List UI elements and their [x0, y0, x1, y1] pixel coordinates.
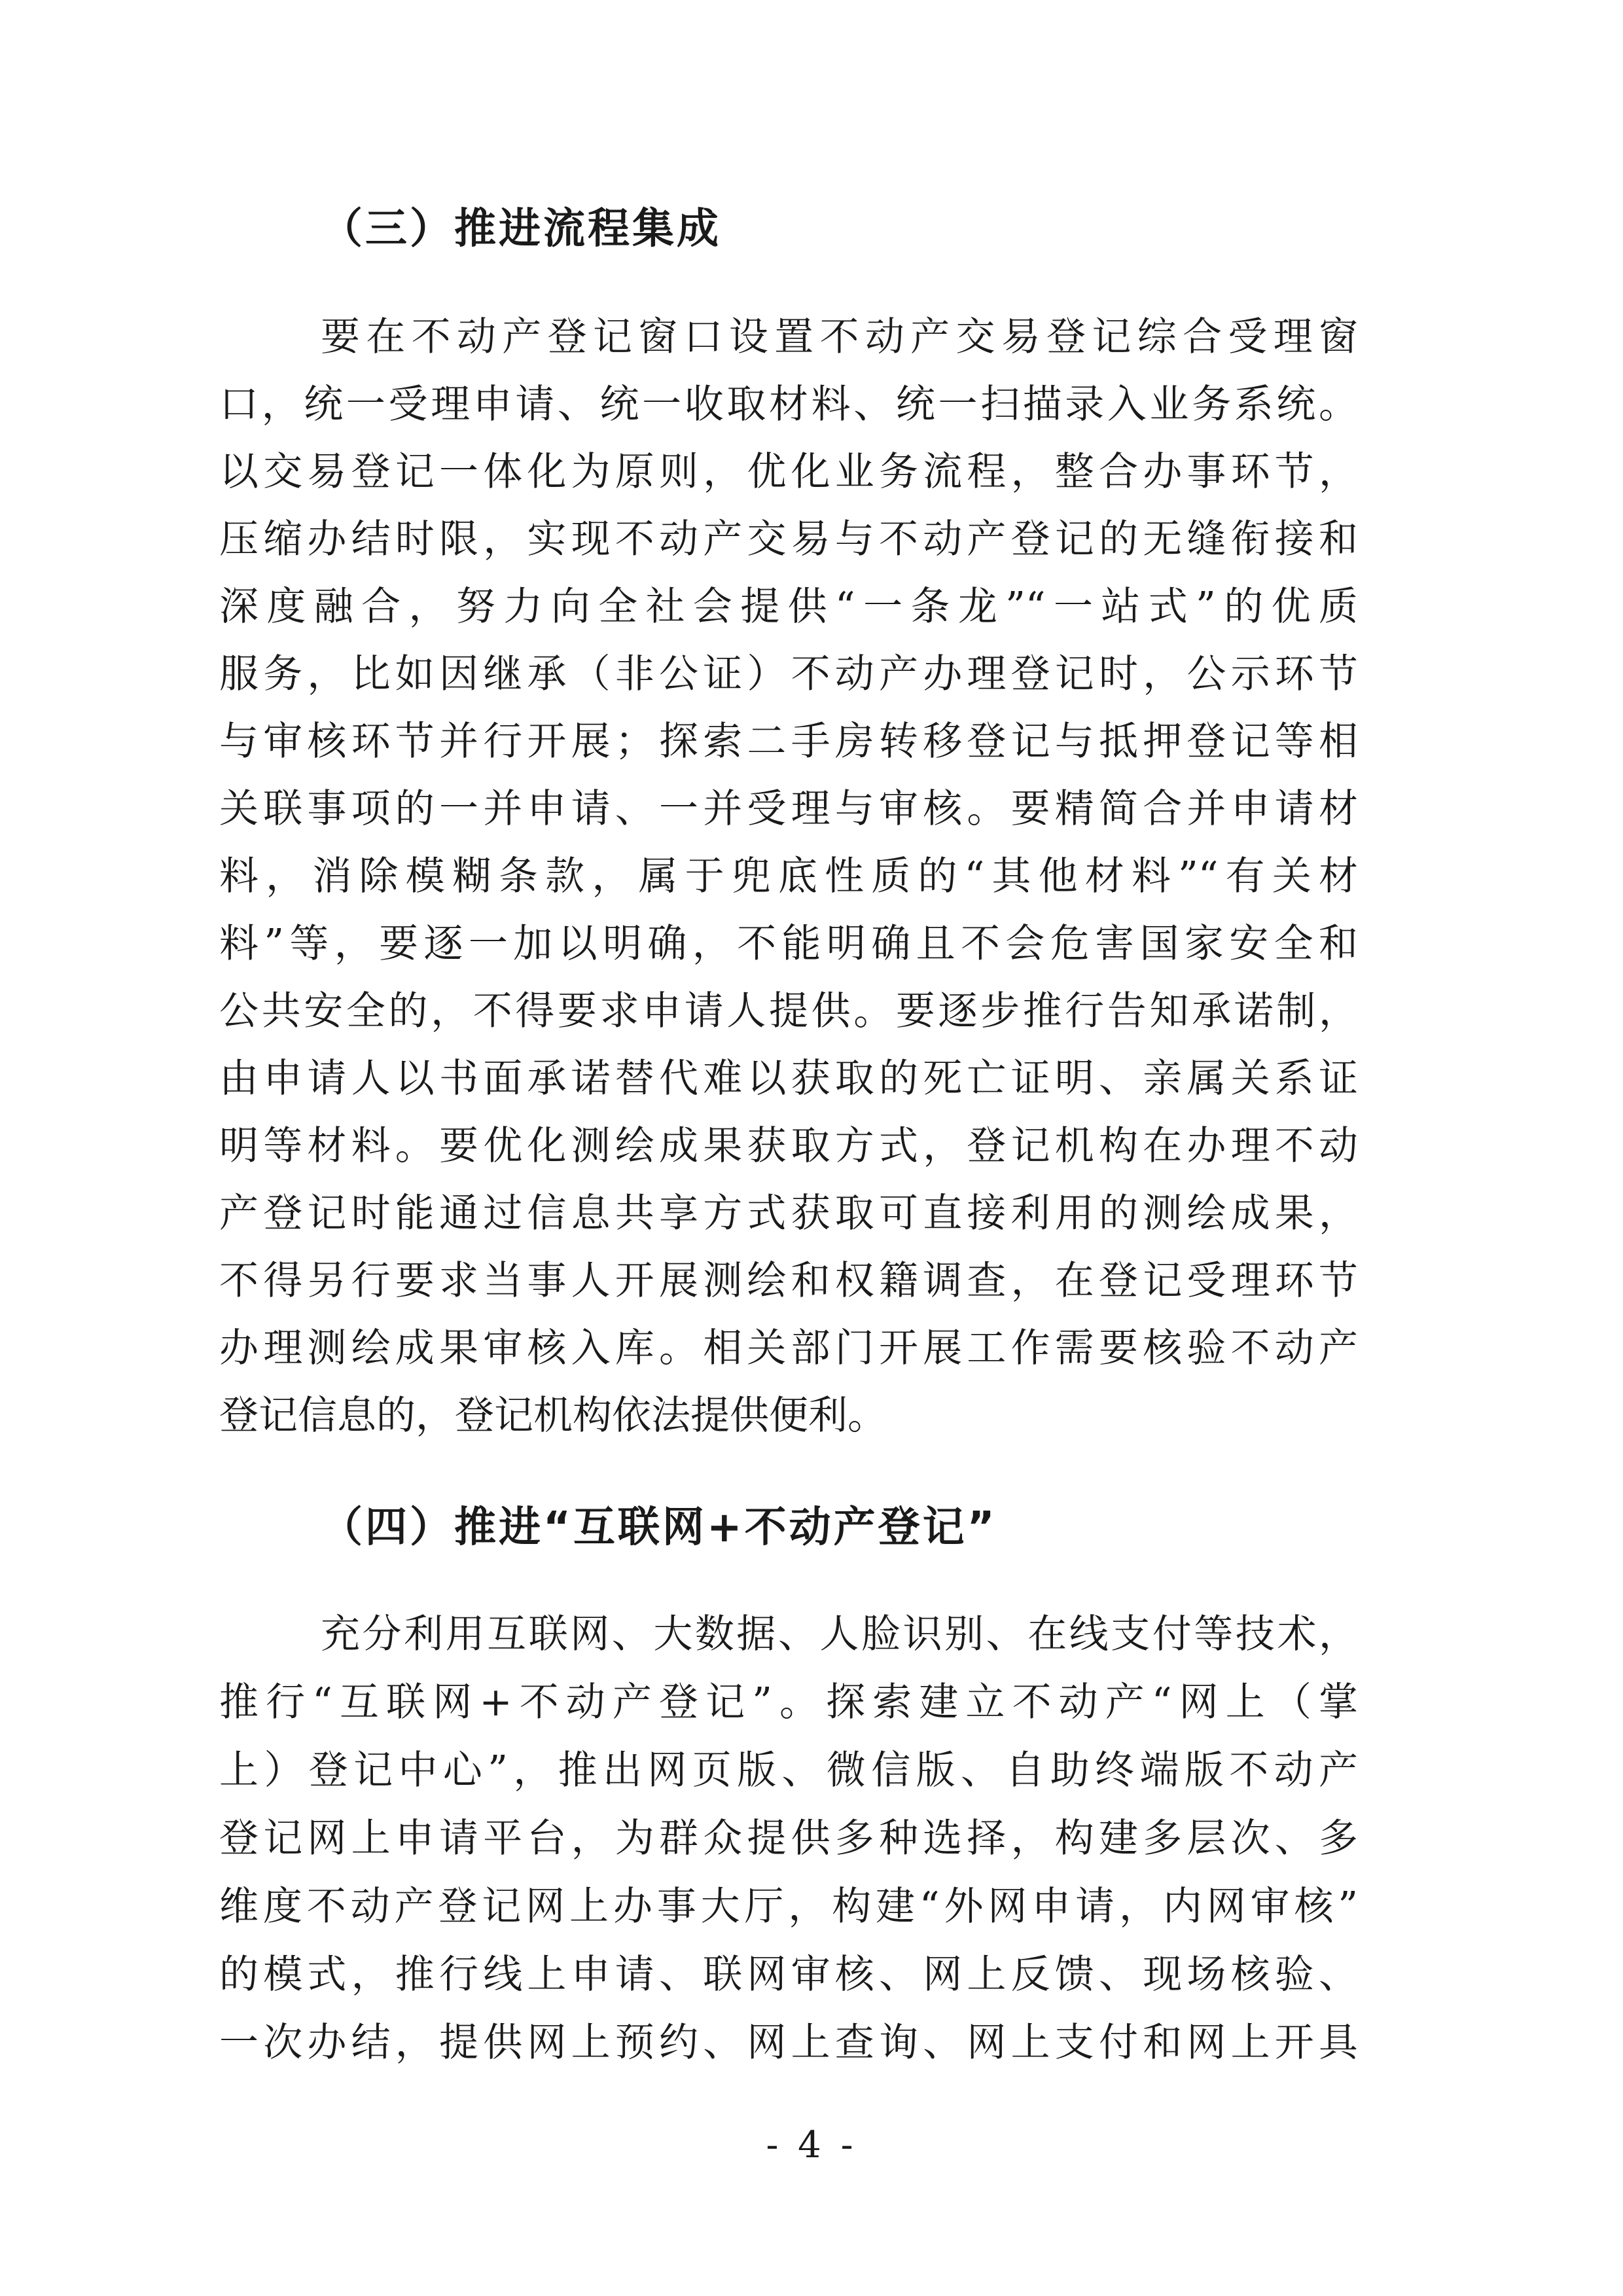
paragraph-line: 料”等，要逐一加以明确，不能明确且不会危害国家安全和: [219, 921, 1358, 967]
paragraph-line: 深度融合，努力向全社会提供“一条龙”“一站式”的优质: [219, 584, 1358, 630]
paragraph-line: 产登记时能通过信息共享方式获取可直接利用的测绘成果，: [219, 1191, 1358, 1236]
paragraph-line: 服务，比如因继承（非公证）不动产办理登记时，公示环节: [219, 651, 1358, 697]
paragraph-line: 以交易登记一体化为原则，优化业务流程，整合办事环节，: [219, 449, 1358, 495]
page-number: - 4 -: [766, 2124, 857, 2166]
paragraph-line: 关联事项的一并申请、一并受理与审核。要精简合并申请材: [219, 786, 1358, 832]
paragraph-line: 登记信息的，登记机构依法提供便利。: [219, 1393, 887, 1439]
paragraph-line: 明等材料。要优化测绘成果获取方式，登记机构在办理不动: [219, 1123, 1358, 1169]
paragraph-line: 办理测绘成果审核入库。相关部门开展工作需要核验不动产: [219, 1325, 1358, 1371]
paragraph-line: 不得另行要求当事人开展测绘和权籍调查，在登记受理环节: [219, 1258, 1358, 1304]
paragraph-line: 压缩办结时限，实现不动产交易与不动产登记的无缝衔接和: [219, 516, 1358, 562]
paragraph-line: 口，统一受理申请、统一收取材料、统一扫描录入业务系统。: [219, 382, 1358, 427]
paragraph-line: 充分利用互联网、大数据、人脸识别、在线支付等技术，: [321, 1611, 1358, 1657]
paragraph-line: 由申请人以书面承诺替代难以获取的死亡证明、亲属关系证: [219, 1056, 1358, 1102]
paragraph-line: 维度不动产登记网上办事大厅，构建“外网申请，内网审核”: [219, 1884, 1358, 1929]
section-heading-4: （四）推进“互联网+不动产登记”: [321, 1503, 997, 1552]
section-heading-3: （三）推进流程集成: [321, 205, 721, 253]
paragraph-line: 公共安全的，不得要求申请人提供。要逐步推行告知承诺制，: [219, 988, 1358, 1034]
paragraph-line: 料，消除模糊条款，属于兜底性质的“其他材料”“有关材: [219, 853, 1358, 899]
paragraph-line: 与审核环节并行开展；探索二手房转移登记与抵押登记等相: [219, 719, 1358, 764]
paragraph-line: 要在不动产登记窗口设置不动产交易登记综合受理窗: [321, 314, 1358, 360]
paragraph-line: 推行“互联网+不动产登记”。探索建立不动产“网上（掌: [219, 1679, 1358, 1725]
paragraph-line: 一次办结，提供网上预约、网上查询、网上支付和网上开具: [219, 2020, 1358, 2066]
paragraph-line: 上）登记中心”，推出网页版、微信版、自助终端版不动产: [219, 1748, 1358, 1793]
paragraph-line: 登记网上申请平台，为群众提供多种选择，构建多层次、多: [219, 1816, 1358, 1861]
paragraph-line: 的模式，推行线上申请、联网审核、网上反馈、现场核验、: [219, 1952, 1358, 1998]
